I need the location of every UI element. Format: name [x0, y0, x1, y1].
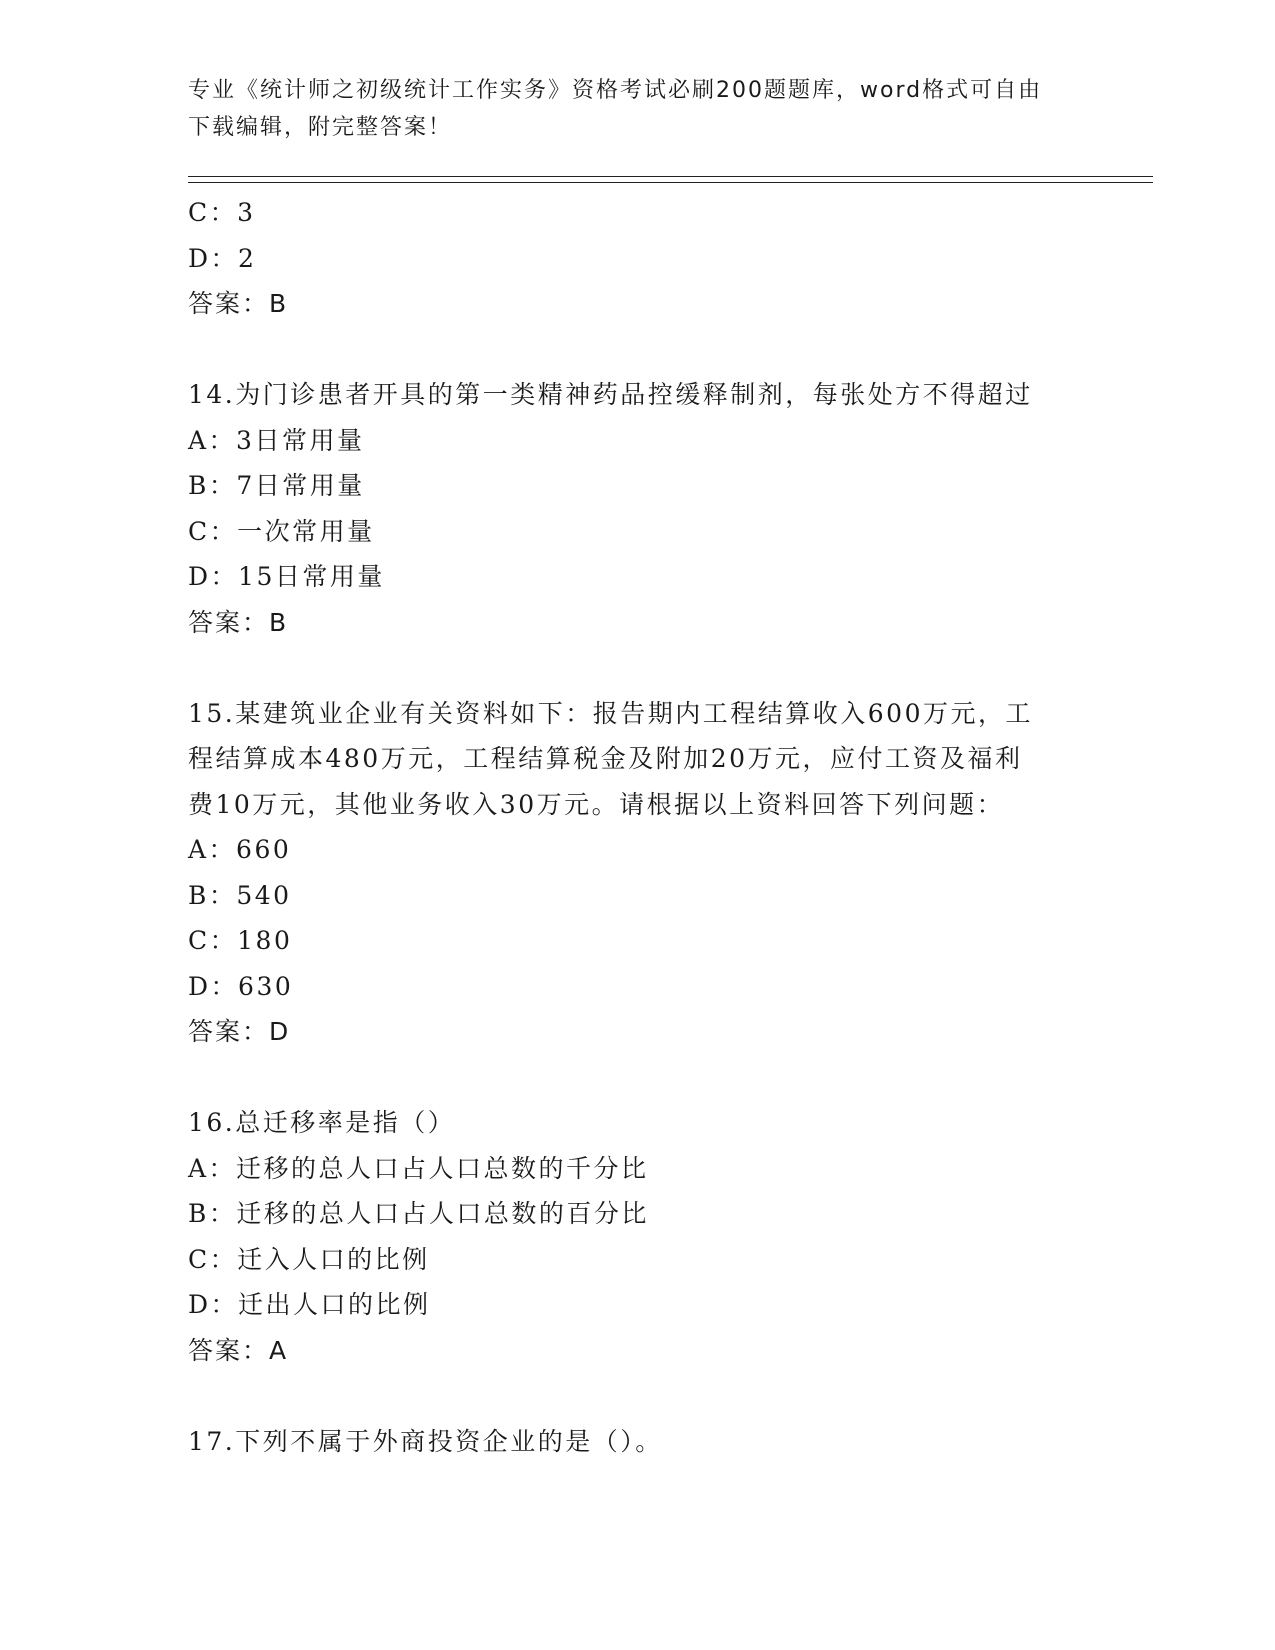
question-stem-line-3: 费10万元，其他业务收入30万元。请根据以上资料回答下列问题：	[188, 789, 1005, 819]
question-stem: 16.总迁移率是指（）	[188, 1108, 456, 1137]
option-c: C：3	[188, 198, 256, 227]
question-stem: 14.为门诊患者开具的第一类精神药品控缓释制剂，每张处方不得超过	[188, 380, 1033, 409]
question-15	[188, 691, 1078, 1055]
option-b: B：迁移的总人口占人口总数的百分比	[188, 1199, 649, 1228]
question-14	[188, 372, 1078, 645]
question-stem: 17.下列不属于外商投资企业的是（）。	[188, 1426, 663, 1456]
option-b: B：540	[188, 880, 292, 910]
question-stem-line-1: 15.某建筑业企业有关资料如下：报告期内工程结算收入600万元，工	[188, 698, 1033, 728]
answer-line: 答案：A	[188, 1335, 289, 1365]
header-line-1: 专业《统计师之初级统计工作实务》资格考试必刷200题题库，word格式可自由	[188, 78, 1043, 103]
question-list	[188, 190, 1078, 1464]
answer-line: 答案：D	[188, 1017, 291, 1046]
option-d: D：迁出人口的比例	[188, 1290, 431, 1319]
header-divider-bottom	[188, 182, 1153, 183]
option-d: D：15日常用量	[188, 562, 385, 591]
question-16	[188, 1100, 1078, 1373]
header-line-2: 下载编辑，附完整答案！	[188, 115, 453, 140]
option-d: D：2	[188, 243, 257, 273]
option-c: C：一次常用量	[188, 516, 375, 546]
answer-line: 答案：B	[188, 607, 289, 637]
answer-line: 答案：B	[188, 289, 289, 318]
option-a: A：660	[188, 835, 292, 864]
spacer	[188, 1055, 1078, 1101]
option-d: D：630	[188, 971, 294, 1001]
header-divider-top	[188, 176, 1153, 177]
question-stem-line-2: 程结算成本480万元，工程结算税金及附加20万元，应付工资及福利	[188, 744, 1023, 773]
question-17	[188, 1419, 1078, 1465]
option-b: B：7日常用量	[188, 471, 365, 500]
option-a: A：3日常用量	[188, 425, 365, 455]
option-c: C：迁入人口的比例	[188, 1244, 430, 1274]
question-13-tail	[188, 190, 1078, 327]
document-header	[188, 72, 1068, 146]
spacer	[188, 1373, 1078, 1419]
option-a: A：迁移的总人口占人口总数的千分比	[188, 1153, 649, 1183]
spacer	[188, 645, 1078, 691]
spacer	[188, 327, 1078, 373]
option-c: C：180	[188, 926, 293, 955]
